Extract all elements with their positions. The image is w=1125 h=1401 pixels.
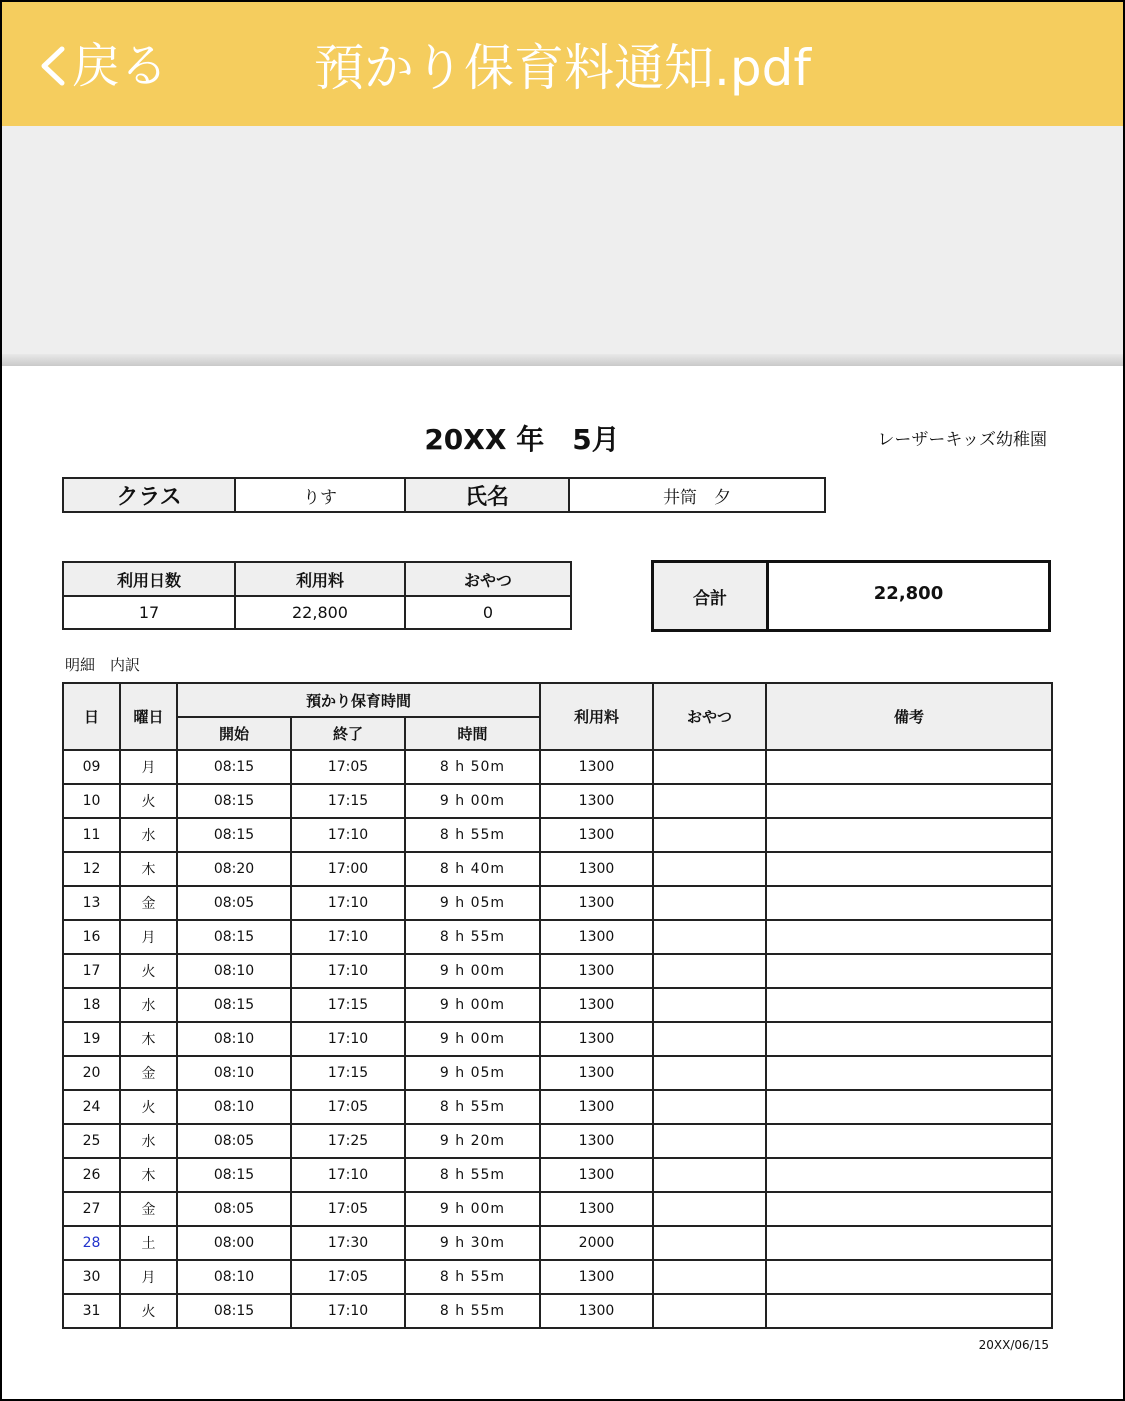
cell-end: 17:05 [291, 1192, 405, 1226]
cell-note [766, 852, 1052, 886]
cell-duration: 8 h 55m [405, 920, 540, 954]
table-row [63, 784, 1052, 818]
cell-day: 12 [63, 852, 120, 886]
cell-weekday: 木 [120, 1022, 177, 1056]
cell-fee: 1300 [540, 784, 653, 818]
header-weekday: 曜日 [120, 683, 177, 750]
cell-end: 17:10 [291, 954, 405, 988]
cell-duration: 8 h 55m [405, 818, 540, 852]
cell-duration: 9 h 20m [405, 1124, 540, 1158]
cell-duration: 9 h 00m [405, 1192, 540, 1226]
name-label: 氏名 [405, 478, 569, 512]
cell-fee: 2000 [540, 1226, 653, 1260]
cell-fee: 1300 [540, 1090, 653, 1124]
cell-duration: 9 h 30m [405, 1226, 540, 1260]
cell-note [766, 1022, 1052, 1056]
cell-day: 20 [63, 1056, 120, 1090]
back-label: 戻る [72, 38, 169, 94]
cell-note [766, 818, 1052, 852]
cell-snack [653, 1022, 766, 1056]
cell-start: 08:15 [177, 1294, 291, 1328]
table-row [63, 1192, 1052, 1226]
table-row [63, 1090, 1052, 1124]
cell-weekday: 火 [120, 954, 177, 988]
table-row [63, 1260, 1052, 1294]
chevron-left-icon [36, 41, 68, 91]
cell-note [766, 1294, 1052, 1328]
table-row [63, 954, 1052, 988]
fee-value: 22,800 [235, 596, 405, 629]
cell-fee: 1300 [540, 886, 653, 920]
fee-label: 利用料 [235, 562, 405, 596]
cell-start: 08:15 [177, 920, 291, 954]
cell-duration: 9 h 05m [405, 1056, 540, 1090]
cell-end: 17:00 [291, 852, 405, 886]
cell-snack [653, 920, 766, 954]
cell-weekday: 月 [120, 920, 177, 954]
cell-fee: 1300 [540, 1158, 653, 1192]
cell-weekday: 金 [120, 1192, 177, 1226]
cell-weekday: 金 [120, 1056, 177, 1090]
cell-start: 08:10 [177, 1260, 291, 1294]
cell-day: 10 [63, 784, 120, 818]
table-row [63, 988, 1052, 1022]
cell-weekday: 火 [120, 1090, 177, 1124]
cell-note [766, 920, 1052, 954]
cell-fee: 1300 [540, 1294, 653, 1328]
cell-weekday: 金 [120, 886, 177, 920]
cell-end: 17:10 [291, 886, 405, 920]
cell-note [766, 1260, 1052, 1294]
header-start: 開始 [177, 717, 291, 750]
cell-start: 08:15 [177, 750, 291, 784]
back-button[interactable] [36, 36, 168, 96]
header-note: 備考 [766, 683, 1052, 750]
school-name: レーザーキッズ幼稚園 [877, 430, 1047, 450]
cell-weekday: 火 [120, 1294, 177, 1328]
total-value: 22,800 [873, 582, 944, 604]
cell-fee: 1300 [540, 750, 653, 784]
cell-fee: 1300 [540, 988, 653, 1022]
page-title: 預かり保育料通知.pdf [314, 39, 811, 97]
cell-day: 13 [63, 886, 120, 920]
cell-snack [653, 988, 766, 1022]
table-row [63, 750, 1052, 784]
cell-day: 30 [63, 1260, 120, 1294]
cell-day: 11 [63, 818, 120, 852]
cell-snack [653, 852, 766, 886]
cell-fee: 1300 [540, 1124, 653, 1158]
cell-end: 17:15 [291, 1056, 405, 1090]
cell-weekday: 木 [120, 852, 177, 886]
cell-note [766, 1090, 1052, 1124]
detail-heading: 明細 内訳 [65, 656, 141, 674]
cell-duration: 9 h 00m [405, 784, 540, 818]
cell-snack [653, 750, 766, 784]
cell-fee: 1300 [540, 852, 653, 886]
cell-note [766, 1158, 1052, 1192]
cell-duration: 8 h 55m [405, 1158, 540, 1192]
cell-snack [653, 1090, 766, 1124]
class-value: りす [235, 478, 405, 512]
cell-day: 27 [63, 1192, 120, 1226]
issue-date: 20XX/06/15 [978, 1338, 1049, 1352]
cell-duration: 8 h 55m [405, 1260, 540, 1294]
cell-fee: 1300 [540, 1022, 653, 1056]
cell-note [766, 750, 1052, 784]
cell-start: 08:15 [177, 988, 291, 1022]
cell-day: 19 [63, 1022, 120, 1056]
cell-start: 08:15 [177, 784, 291, 818]
cell-start: 08:10 [177, 954, 291, 988]
cell-snack [653, 1192, 766, 1226]
cell-start: 08:05 [177, 1192, 291, 1226]
cell-note [766, 1056, 1052, 1090]
cell-snack [653, 1260, 766, 1294]
cell-end: 17:15 [291, 784, 405, 818]
cell-snack [653, 1294, 766, 1328]
cell-start: 08:00 [177, 1226, 291, 1260]
cell-note [766, 1124, 1052, 1158]
table-row [63, 818, 1052, 852]
days-label: 利用日数 [63, 562, 235, 596]
cell-duration: 8 h 55m [405, 1090, 540, 1124]
cell-fee: 1300 [540, 818, 653, 852]
table-row [63, 1294, 1052, 1328]
cell-day: 18 [63, 988, 120, 1022]
summary-table [62, 561, 572, 630]
cell-fee: 1300 [540, 1260, 653, 1294]
cell-snack [653, 1226, 766, 1260]
cell-note [766, 784, 1052, 818]
class-label: クラス [63, 478, 235, 512]
cell-fee: 1300 [540, 1192, 653, 1226]
cell-note [766, 988, 1052, 1022]
cell-end: 17:05 [291, 1260, 405, 1294]
table-row [63, 920, 1052, 954]
total-label: 合計 [654, 563, 769, 629]
header-bar [2, 2, 1123, 126]
cell-note [766, 886, 1052, 920]
cell-end: 17:15 [291, 988, 405, 1022]
cell-duration: 9 h 00m [405, 1022, 540, 1056]
cell-duration: 9 h 00m [405, 954, 540, 988]
cell-weekday: 火 [120, 784, 177, 818]
name-value: 井筒 夕 [569, 478, 825, 512]
page-shadow [2, 354, 1123, 366]
cell-day: 28 [63, 1226, 120, 1260]
cell-start: 08:10 [177, 1056, 291, 1090]
total-box [651, 560, 1051, 632]
cell-note [766, 1192, 1052, 1226]
cell-duration: 8 h 40m [405, 852, 540, 886]
table-row [63, 1226, 1052, 1260]
cell-day: 31 [63, 1294, 120, 1328]
cell-start: 08:15 [177, 1158, 291, 1192]
detail-rows [63, 750, 1052, 1328]
cell-start: 08:20 [177, 852, 291, 886]
cell-duration: 9 h 00m [405, 988, 540, 1022]
cell-start: 08:05 [177, 1124, 291, 1158]
cell-snack [653, 1158, 766, 1192]
cell-end: 17:25 [291, 1124, 405, 1158]
cell-weekday: 水 [120, 818, 177, 852]
cell-snack [653, 818, 766, 852]
table-row [63, 1056, 1052, 1090]
header-care-time: 預かり保育時間 [177, 683, 540, 717]
table-row [63, 1022, 1052, 1056]
snack-label: おやつ [405, 562, 571, 596]
cell-snack [653, 784, 766, 818]
snack-value: 0 [405, 596, 571, 629]
cell-day: 25 [63, 1124, 120, 1158]
cell-snack [653, 886, 766, 920]
cell-weekday: 月 [120, 750, 177, 784]
cell-end: 17:10 [291, 1158, 405, 1192]
cell-weekday: 月 [120, 1260, 177, 1294]
cell-day: 16 [63, 920, 120, 954]
table-row [63, 1158, 1052, 1192]
header-day: 日 [63, 683, 120, 750]
cell-fee: 1300 [540, 920, 653, 954]
table-row [63, 1124, 1052, 1158]
cell-end: 17:10 [291, 1022, 405, 1056]
cell-start: 08:05 [177, 886, 291, 920]
cell-end: 17:05 [291, 750, 405, 784]
cell-day: 17 [63, 954, 120, 988]
cell-start: 08:10 [177, 1090, 291, 1124]
detail-table [62, 682, 1053, 1329]
cell-day: 26 [63, 1158, 120, 1192]
info-table [62, 477, 826, 513]
header-fee: 利用料 [540, 683, 653, 750]
cell-weekday: 水 [120, 1124, 177, 1158]
cell-duration: 8 h 55m [405, 1294, 540, 1328]
cell-snack [653, 1124, 766, 1158]
cell-snack [653, 1056, 766, 1090]
cell-duration: 9 h 05m [405, 886, 540, 920]
cell-weekday: 土 [120, 1226, 177, 1260]
cell-fee: 1300 [540, 954, 653, 988]
cell-start: 08:10 [177, 1022, 291, 1056]
cell-duration: 8 h 50m [405, 750, 540, 784]
viewer-background [2, 126, 1123, 362]
table-row [63, 852, 1052, 886]
cell-end: 17:10 [291, 920, 405, 954]
cell-note [766, 1226, 1052, 1260]
cell-start: 08:15 [177, 818, 291, 852]
cell-end: 17:10 [291, 818, 405, 852]
table-row [63, 886, 1052, 920]
cell-end: 17:05 [291, 1090, 405, 1124]
header-duration: 時間 [405, 717, 540, 750]
days-value: 17 [63, 596, 235, 629]
header-end: 終了 [291, 717, 405, 750]
cell-day: 09 [63, 750, 120, 784]
header-snack: おやつ [653, 683, 766, 750]
cell-end: 17:10 [291, 1294, 405, 1328]
cell-end: 17:30 [291, 1226, 405, 1260]
cell-weekday: 木 [120, 1158, 177, 1192]
cell-note [766, 954, 1052, 988]
cell-day: 24 [63, 1090, 120, 1124]
cell-weekday: 水 [120, 988, 177, 1022]
cell-fee: 1300 [540, 1056, 653, 1090]
cell-snack [653, 954, 766, 988]
document-title: 20XX 年 5月 [424, 423, 620, 456]
